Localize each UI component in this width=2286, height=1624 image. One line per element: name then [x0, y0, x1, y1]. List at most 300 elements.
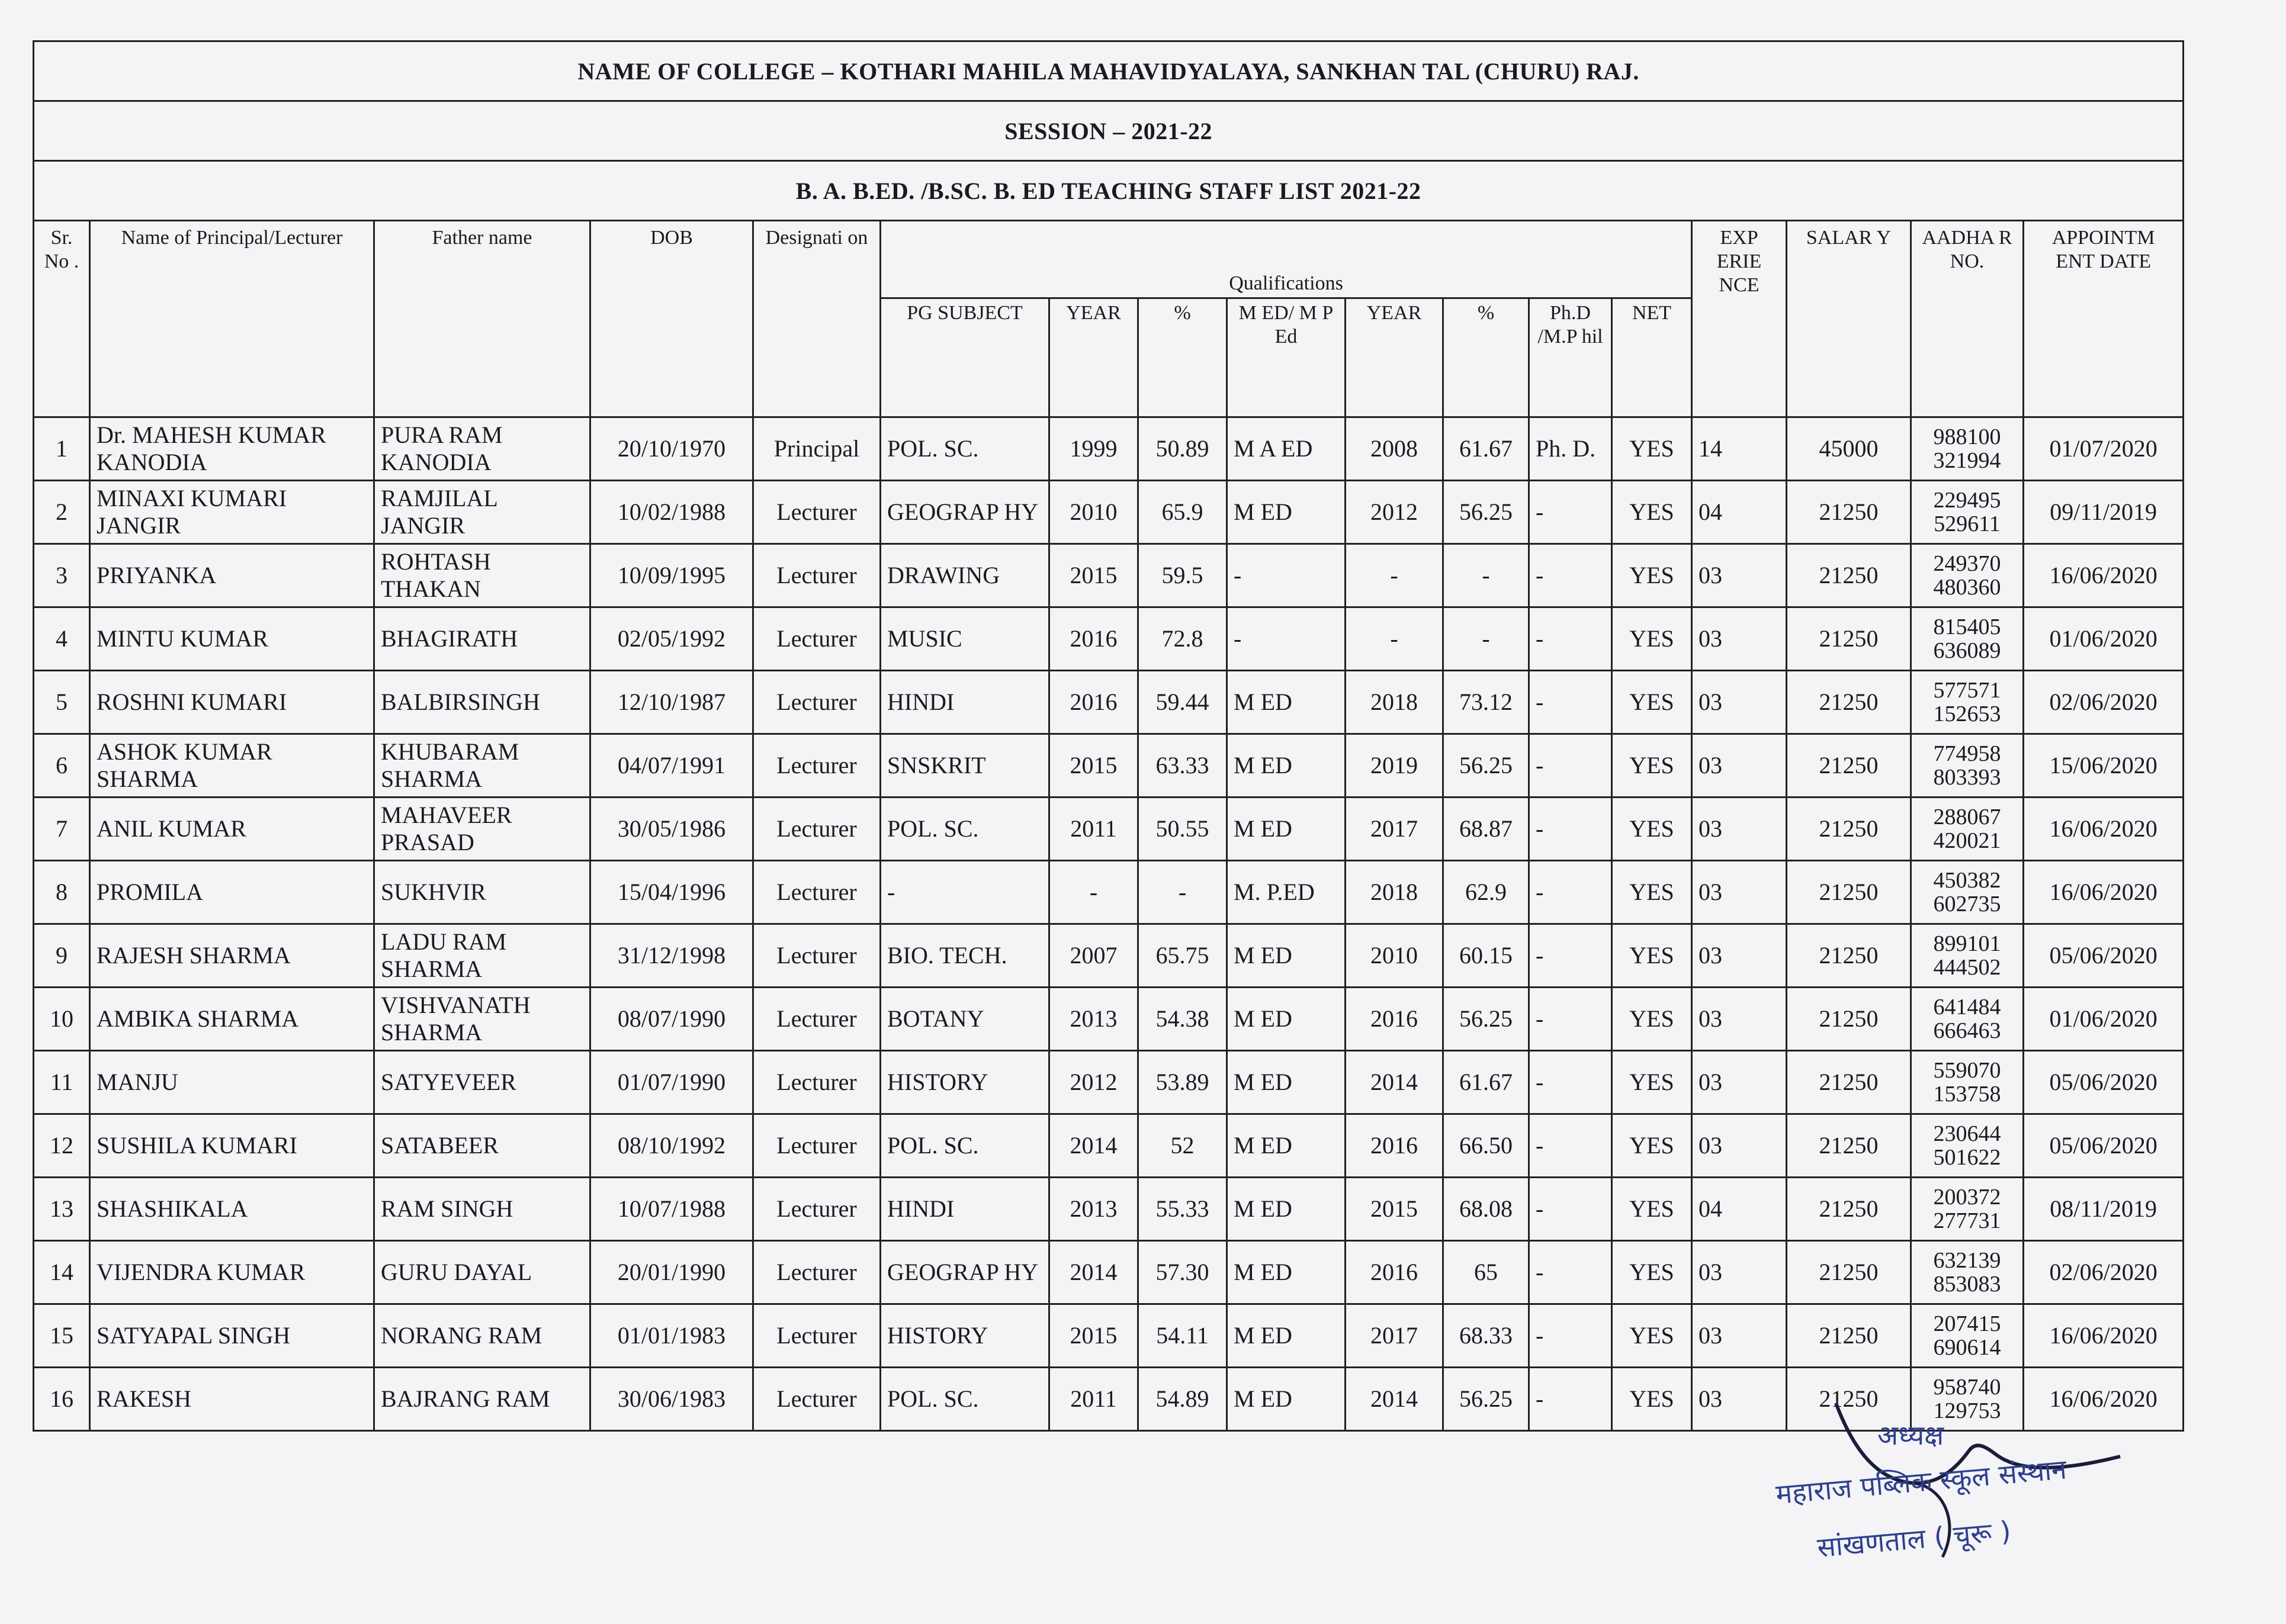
cell-net: YES — [1612, 607, 1692, 671]
cell-appointment-date: 01/06/2020 — [2024, 607, 2184, 671]
cell-dob: 20/01/1990 — [590, 1241, 753, 1304]
cell-med-year: 2016 — [1346, 1114, 1443, 1178]
cell-pg-subject: HISTORY — [881, 1051, 1049, 1114]
cell-med-year: 2014 — [1346, 1368, 1443, 1431]
cell-designation: Lecturer — [753, 924, 881, 988]
aadhar-part-2: 444502 — [1933, 955, 2001, 980]
cell-pg-percent: 63.33 — [1138, 734, 1227, 797]
aadhar-part-1: 200372 — [1933, 1185, 2001, 1210]
cell-net: YES — [1612, 1114, 1692, 1178]
cell-pg-subject: HISTORY — [881, 1304, 1049, 1368]
cell-med: M ED — [1227, 734, 1346, 797]
header-father-name: Father name — [374, 221, 590, 417]
header-sr-no: Sr. No . — [34, 221, 90, 417]
cell-aadhar — [1911, 671, 2024, 734]
cell-med-year: 2017 — [1346, 1304, 1443, 1368]
cell-salary: 45000 — [1787, 417, 1911, 481]
cell-net: YES — [1612, 671, 1692, 734]
cell-father-name: SATYEVEER — [374, 1051, 590, 1114]
cell-pg-percent: 50.89 — [1138, 417, 1227, 481]
cell-pg-subject: SNSKRIT — [881, 734, 1049, 797]
cell-designation: Lecturer — [753, 797, 881, 861]
cell-phd: Ph. D. — [1529, 417, 1612, 481]
aadhar-part-2: 529611 — [1934, 512, 2001, 536]
cell-appointment-date: 05/06/2020 — [2024, 1114, 2184, 1178]
header-med-year: YEAR — [1346, 298, 1443, 417]
cell-net: YES — [1612, 544, 1692, 607]
cell-med-percent: 61.67 — [1443, 417, 1529, 481]
cell-med-percent: 60.15 — [1443, 924, 1529, 988]
cell-med-percent: 56.25 — [1443, 481, 1529, 544]
cell-med-percent: 73.12 — [1443, 671, 1529, 734]
cell-experience: 03 — [1692, 1241, 1787, 1304]
cell-pg-subject: MUSIC — [881, 607, 1049, 671]
aadhar-part-2: 277731 — [1933, 1208, 2001, 1233]
cell-dob: 31/12/1998 — [590, 924, 753, 988]
cell-experience: 03 — [1692, 734, 1787, 797]
cell-sr-no: 2 — [34, 481, 90, 544]
cell-experience: 04 — [1692, 1178, 1787, 1241]
table-row — [34, 481, 2184, 544]
cell-med-percent: 68.87 — [1443, 797, 1529, 861]
cell-dob: 10/07/1988 — [590, 1178, 753, 1241]
cell-pg-percent: 59.44 — [1138, 671, 1227, 734]
cell-pg-subject: HINDI — [881, 1178, 1049, 1241]
header-dob: DOB — [590, 221, 753, 417]
cell-sr-no: 7 — [34, 797, 90, 861]
cell-dob: 10/09/1995 — [590, 544, 753, 607]
cell-pg-year: 2016 — [1049, 607, 1138, 671]
cell-pg-year: 2013 — [1049, 988, 1138, 1051]
cell-aadhar — [1911, 1114, 2024, 1178]
table-row — [34, 734, 2184, 797]
cell-med: M ED — [1227, 1368, 1346, 1431]
cell-sr-no: 4 — [34, 607, 90, 671]
aadhar-part-1: 559070 — [1933, 1058, 2001, 1083]
cell-phd: - — [1529, 988, 1612, 1051]
cell-sr-no: 9 — [34, 924, 90, 988]
header-qualifications: Qualifications — [881, 221, 1692, 298]
cell-designation: Principal — [753, 417, 881, 481]
cell-dob: 15/04/1996 — [590, 861, 753, 924]
cell-name: SUSHILA KUMARI — [90, 1114, 374, 1178]
cell-salary: 21250 — [1787, 481, 1911, 544]
cell-med-percent: 65 — [1443, 1241, 1529, 1304]
table-row — [34, 988, 2184, 1051]
aadhar-part-1: 577571 — [1933, 678, 2001, 703]
cell-designation: Lecturer — [753, 861, 881, 924]
cell-appointment-date: 16/06/2020 — [2024, 544, 2184, 607]
table-row — [34, 924, 2184, 988]
table-row — [34, 1241, 2184, 1304]
aadhar-part-2: 153758 — [1933, 1082, 2001, 1107]
cell-name: MINTU KUMAR — [90, 607, 374, 671]
cell-dob: 20/10/1970 — [590, 417, 753, 481]
cell-pg-percent: 53.89 — [1138, 1051, 1227, 1114]
cell-salary: 21250 — [1787, 988, 1911, 1051]
cell-net: YES — [1612, 988, 1692, 1051]
cell-appointment-date: 05/06/2020 — [2024, 1051, 2184, 1114]
cell-sr-no: 1 — [34, 417, 90, 481]
cell-designation: Lecturer — [753, 544, 881, 607]
cell-name: Dr. MAHESH KUMAR KANODIA — [90, 417, 374, 481]
cell-designation: Lecturer — [753, 1304, 881, 1368]
cell-med-year: - — [1346, 544, 1443, 607]
cell-salary: 21250 — [1787, 544, 1911, 607]
cell-net: YES — [1612, 417, 1692, 481]
aadhar-part-1: 958740 — [1933, 1375, 2001, 1400]
cell-pg-year: 2014 — [1049, 1114, 1138, 1178]
header-experience: EXP ERIE NCE — [1692, 221, 1787, 417]
cell-aadhar — [1911, 734, 2024, 797]
header-designation: Designati on — [753, 221, 881, 417]
cell-salary: 21250 — [1787, 1241, 1911, 1304]
cell-designation: Lecturer — [753, 1114, 881, 1178]
aadhar-part-1: 899101 — [1933, 931, 2001, 956]
cell-net: YES — [1612, 924, 1692, 988]
table-row — [34, 797, 2184, 861]
cell-net: YES — [1612, 1241, 1692, 1304]
cell-net: YES — [1612, 1051, 1692, 1114]
cell-aadhar — [1911, 607, 2024, 671]
cell-med-percent: 61.67 — [1443, 1051, 1529, 1114]
cell-med: M ED — [1227, 988, 1346, 1051]
cell-pg-year: 2015 — [1049, 1304, 1138, 1368]
header-appointment-date: APPOINTM ENT DATE — [2024, 221, 2184, 417]
cell-pg-percent: 54.89 — [1138, 1368, 1227, 1431]
cell-med-year: 2014 — [1346, 1051, 1443, 1114]
cell-designation: Lecturer — [753, 1368, 881, 1431]
cell-aadhar — [1911, 417, 2024, 481]
aadhar-part-1: 632139 — [1933, 1248, 2001, 1273]
aadhar-part-1: 207415 — [1933, 1311, 2001, 1336]
cell-salary: 21250 — [1787, 734, 1911, 797]
cell-pg-percent: 65.75 — [1138, 924, 1227, 988]
cell-name: RAKESH — [90, 1368, 374, 1431]
cell-salary: 21250 — [1787, 1304, 1911, 1368]
aadhar-part-2: 420021 — [1933, 828, 2001, 853]
cell-net: YES — [1612, 797, 1692, 861]
cell-name: MANJU — [90, 1051, 374, 1114]
cell-dob: 10/02/1988 — [590, 481, 753, 544]
aadhar-part-2: 480360 — [1933, 575, 2001, 600]
cell-med-percent: - — [1443, 607, 1529, 671]
cell-pg-percent: 72.8 — [1138, 607, 1227, 671]
cell-net: YES — [1612, 861, 1692, 924]
cell-med: - — [1227, 607, 1346, 671]
cell-pg-percent: 54.11 — [1138, 1304, 1227, 1368]
cell-pg-subject: POL. SC. — [881, 1368, 1049, 1431]
cell-med-year: 2010 — [1346, 924, 1443, 988]
cell-experience: 03 — [1692, 1051, 1787, 1114]
table-row — [34, 671, 2184, 734]
aadhar-part-2: 602735 — [1933, 892, 2001, 916]
cell-net: YES — [1612, 1368, 1692, 1431]
cell-sr-no: 16 — [34, 1368, 90, 1431]
cell-experience: 03 — [1692, 607, 1787, 671]
cell-name: ASHOK KUMAR SHARMA — [90, 734, 374, 797]
cell-aadhar — [1911, 1304, 2024, 1368]
session-banner: SESSION – 2021-22 — [34, 101, 2184, 161]
cell-pg-percent: 52 — [1138, 1114, 1227, 1178]
header-name: Name of Principal/Lecturer — [90, 221, 374, 417]
cell-experience: 03 — [1692, 988, 1787, 1051]
cell-name: ANIL KUMAR — [90, 797, 374, 861]
cell-father-name: SATABEER — [374, 1114, 590, 1178]
cell-med-year: - — [1346, 607, 1443, 671]
cell-med: M ED — [1227, 1114, 1346, 1178]
cell-med: M ED — [1227, 1241, 1346, 1304]
cell-sr-no: 5 — [34, 671, 90, 734]
cell-pg-subject: BOTANY — [881, 988, 1049, 1051]
cell-appointment-date: 02/06/2020 — [2024, 1241, 2184, 1304]
cell-salary: 21250 — [1787, 607, 1911, 671]
cell-appointment-date: 02/06/2020 — [2024, 671, 2184, 734]
header-net: NET — [1612, 298, 1692, 417]
cell-appointment-date: 16/06/2020 — [2024, 861, 2184, 924]
cell-experience: 03 — [1692, 1114, 1787, 1178]
table-row — [34, 607, 2184, 671]
header-pg-subject: PG SUBJECT — [881, 298, 1049, 417]
cell-pg-subject: POL. SC. — [881, 1114, 1049, 1178]
cell-experience: 03 — [1692, 1368, 1787, 1431]
cell-designation: Lecturer — [753, 1241, 881, 1304]
cell-father-name: RAMJILAL JANGIR — [374, 481, 590, 544]
cell-father-name: LADU RAM SHARMA — [374, 924, 590, 988]
aadhar-part-2: 321994 — [1933, 448, 2001, 473]
cell-phd: - — [1529, 671, 1612, 734]
cell-name: SHASHIKALA — [90, 1178, 374, 1241]
cell-salary: 21250 — [1787, 924, 1911, 988]
cell-med-year: 2008 — [1346, 417, 1443, 481]
cell-med-year: 2018 — [1346, 861, 1443, 924]
cell-med: M ED — [1227, 481, 1346, 544]
cell-pg-subject: - — [881, 861, 1049, 924]
cell-designation: Lecturer — [753, 481, 881, 544]
aadhar-part-1: 774958 — [1933, 741, 2001, 766]
aadhar-part-1: 288067 — [1933, 805, 2001, 829]
cell-salary: 21250 — [1787, 1178, 1911, 1241]
cell-pg-year: 2015 — [1049, 544, 1138, 607]
cell-father-name: GURU DAYAL — [374, 1241, 590, 1304]
cell-med-percent: 56.25 — [1443, 1368, 1529, 1431]
cell-father-name: BALBIRSINGH — [374, 671, 590, 734]
cell-med-year: 2012 — [1346, 481, 1443, 544]
cell-father-name: ROHTASH THAKAN — [374, 544, 590, 607]
cell-phd: - — [1529, 1304, 1612, 1368]
header-med: M ED/ M P Ed — [1227, 298, 1346, 417]
cell-pg-year: 2010 — [1049, 481, 1138, 544]
cell-experience: 03 — [1692, 1304, 1787, 1368]
cell-pg-percent: - — [1138, 861, 1227, 924]
cell-med: M ED — [1227, 1051, 1346, 1114]
stamp-line-1: अध्यक्ष — [1877, 1419, 1944, 1451]
cell-salary: 21250 — [1787, 861, 1911, 924]
cell-med-year: 2018 — [1346, 671, 1443, 734]
aadhar-part-1: 450382 — [1933, 868, 2001, 893]
cell-aadhar — [1911, 1241, 2024, 1304]
cell-father-name: BAJRANG RAM — [374, 1368, 590, 1431]
cell-father-name: VISHVANATH SHARMA — [374, 988, 590, 1051]
cell-name: SATYAPAL SINGH — [90, 1304, 374, 1368]
cell-name: AMBIKA SHARMA — [90, 988, 374, 1051]
college-name-banner: NAME OF COLLEGE – KOTHARI MAHILA MAHAVIDYALAYA, SANKHAN TAL (CHURU) RAJ. — [34, 41, 2184, 101]
cell-pg-year: 2014 — [1049, 1241, 1138, 1304]
cell-salary: 21250 — [1787, 1051, 1911, 1114]
cell-aadhar — [1911, 1051, 2024, 1114]
cell-name: ROSHNI KUMARI — [90, 671, 374, 734]
cell-salary: 21250 — [1787, 1114, 1911, 1178]
cell-appointment-date: 09/11/2019 — [2024, 481, 2184, 544]
cell-father-name: NORANG RAM — [374, 1304, 590, 1368]
cell-appointment-date: 16/06/2020 — [2024, 797, 2184, 861]
cell-dob: 01/01/1983 — [590, 1304, 753, 1368]
cell-net: YES — [1612, 734, 1692, 797]
cell-father-name: SUKHVIR — [374, 861, 590, 924]
cell-pg-year: 2012 — [1049, 1051, 1138, 1114]
principal-stamp-signature — [1765, 1379, 2168, 1604]
cell-sr-no: 8 — [34, 861, 90, 924]
cell-salary: 21250 — [1787, 797, 1911, 861]
cell-aadhar — [1911, 481, 2024, 544]
cell-pg-year: 2011 — [1049, 797, 1138, 861]
aadhar-part-2: 803393 — [1933, 765, 2001, 790]
table-row — [34, 544, 2184, 607]
aadhar-part-2: 501622 — [1933, 1145, 2001, 1170]
cell-dob: 30/06/1983 — [590, 1368, 753, 1431]
cell-designation: Lecturer — [753, 1051, 881, 1114]
aadhar-part-1: 230644 — [1933, 1121, 2001, 1146]
cell-med-year: 2017 — [1346, 797, 1443, 861]
cell-med: M ED — [1227, 1178, 1346, 1241]
cell-appointment-date: 05/06/2020 — [2024, 924, 2184, 988]
cell-med-year: 2016 — [1346, 988, 1443, 1051]
cell-appointment-date: 16/06/2020 — [2024, 1368, 2184, 1431]
aadhar-part-2: 636089 — [1933, 638, 2001, 663]
cell-phd: - — [1529, 1114, 1612, 1178]
cell-father-name: BHAGIRATH — [374, 607, 590, 671]
cell-phd: - — [1529, 1241, 1612, 1304]
cell-pg-subject: HINDI — [881, 671, 1049, 734]
cell-phd: - — [1529, 1178, 1612, 1241]
table-row — [34, 1304, 2184, 1368]
header-med-percent: % — [1443, 298, 1529, 417]
cell-experience: 03 — [1692, 544, 1787, 607]
cell-experience: 03 — [1692, 671, 1787, 734]
cell-phd: - — [1529, 734, 1612, 797]
cell-sr-no: 13 — [34, 1178, 90, 1241]
cell-sr-no: 11 — [34, 1051, 90, 1114]
aadhar-part-2: 666463 — [1933, 1018, 2001, 1043]
header-aadhar: AADHA R NO. — [1911, 221, 2024, 417]
cell-father-name: KHUBARAM SHARMA — [374, 734, 590, 797]
cell-med: M ED — [1227, 1304, 1346, 1368]
cell-pg-subject: DRAWING — [881, 544, 1049, 607]
cell-pg-year: 2016 — [1049, 671, 1138, 734]
aadhar-part-2: 129753 — [1933, 1398, 2001, 1423]
cell-name: PROMILA — [90, 861, 374, 924]
staff-list-sheet — [33, 40, 2182, 1432]
cell-designation: Lecturer — [753, 1178, 881, 1241]
cell-experience: 04 — [1692, 481, 1787, 544]
cell-dob: 02/05/1992 — [590, 607, 753, 671]
cell-name: PRIYANKA — [90, 544, 374, 607]
table-row — [34, 1178, 2184, 1241]
cell-pg-year: 2013 — [1049, 1178, 1138, 1241]
cell-name: MINAXI KUMARI JANGIR — [90, 481, 374, 544]
cell-phd: - — [1529, 797, 1612, 861]
header-phd: Ph.D /M.P hil — [1529, 298, 1612, 417]
cell-pg-subject: POL. SC. — [881, 797, 1049, 861]
cell-experience: 03 — [1692, 861, 1787, 924]
cell-sr-no: 10 — [34, 988, 90, 1051]
cell-pg-subject: POL. SC. — [881, 417, 1049, 481]
cell-med: M ED — [1227, 924, 1346, 988]
cell-experience: 03 — [1692, 797, 1787, 861]
cell-name: RAJESH SHARMA — [90, 924, 374, 988]
cell-phd: - — [1529, 607, 1612, 671]
cell-pg-percent: 55.33 — [1138, 1178, 1227, 1241]
cell-pg-percent: 59.5 — [1138, 544, 1227, 607]
cell-dob: 08/10/1992 — [590, 1114, 753, 1178]
cell-pg-year: - — [1049, 861, 1138, 924]
cell-pg-percent: 50.55 — [1138, 797, 1227, 861]
aadhar-part-1: 988100 — [1933, 425, 2001, 449]
table-row — [34, 861, 2184, 924]
cell-aadhar — [1911, 861, 2024, 924]
header-pg-percent: % — [1138, 298, 1227, 417]
table-row — [34, 417, 2184, 481]
cell-med-percent: 56.25 — [1443, 734, 1529, 797]
aadhar-part-1: 229495 — [1933, 488, 2001, 513]
cell-dob: 04/07/1991 — [590, 734, 753, 797]
cell-experience: 14 — [1692, 417, 1787, 481]
cell-med-percent: 68.08 — [1443, 1178, 1529, 1241]
cell-phd: - — [1529, 924, 1612, 988]
cell-med: M. P.ED — [1227, 861, 1346, 924]
cell-dob: 08/07/1990 — [590, 988, 753, 1051]
cell-dob: 01/07/1990 — [590, 1051, 753, 1114]
aadhar-part-2: 853083 — [1933, 1272, 2001, 1297]
header-salary: SALAR Y — [1787, 221, 1911, 417]
cell-med-percent: 62.9 — [1443, 861, 1529, 924]
cell-designation: Lecturer — [753, 607, 881, 671]
cell-appointment-date: 15/06/2020 — [2024, 734, 2184, 797]
cell-med: M ED — [1227, 797, 1346, 861]
cell-net: YES — [1612, 1178, 1692, 1241]
cell-med-percent: - — [1443, 544, 1529, 607]
cell-aadhar — [1911, 797, 2024, 861]
staff-table — [33, 40, 2184, 1432]
cell-med-percent: 56.25 — [1443, 988, 1529, 1051]
cell-designation: Lecturer — [753, 671, 881, 734]
cell-pg-year: 2015 — [1049, 734, 1138, 797]
cell-pg-subject: GEOGRAP HY — [881, 1241, 1049, 1304]
cell-designation: Lecturer — [753, 988, 881, 1051]
cell-sr-no: 14 — [34, 1241, 90, 1304]
cell-net: YES — [1612, 481, 1692, 544]
cell-sr-no: 6 — [34, 734, 90, 797]
cell-med-percent: 66.50 — [1443, 1114, 1529, 1178]
cell-pg-subject: GEOGRAP HY — [881, 481, 1049, 544]
cell-pg-percent: 65.9 — [1138, 481, 1227, 544]
cell-aadhar — [1911, 988, 2024, 1051]
cell-med: M A ED — [1227, 417, 1346, 481]
table-row — [34, 1051, 2184, 1114]
stamp-line-2: महाराज पब्लिक स्कूल संस्थान — [1774, 1453, 2068, 1510]
cell-sr-no: 3 — [34, 544, 90, 607]
cell-pg-percent: 54.38 — [1138, 988, 1227, 1051]
